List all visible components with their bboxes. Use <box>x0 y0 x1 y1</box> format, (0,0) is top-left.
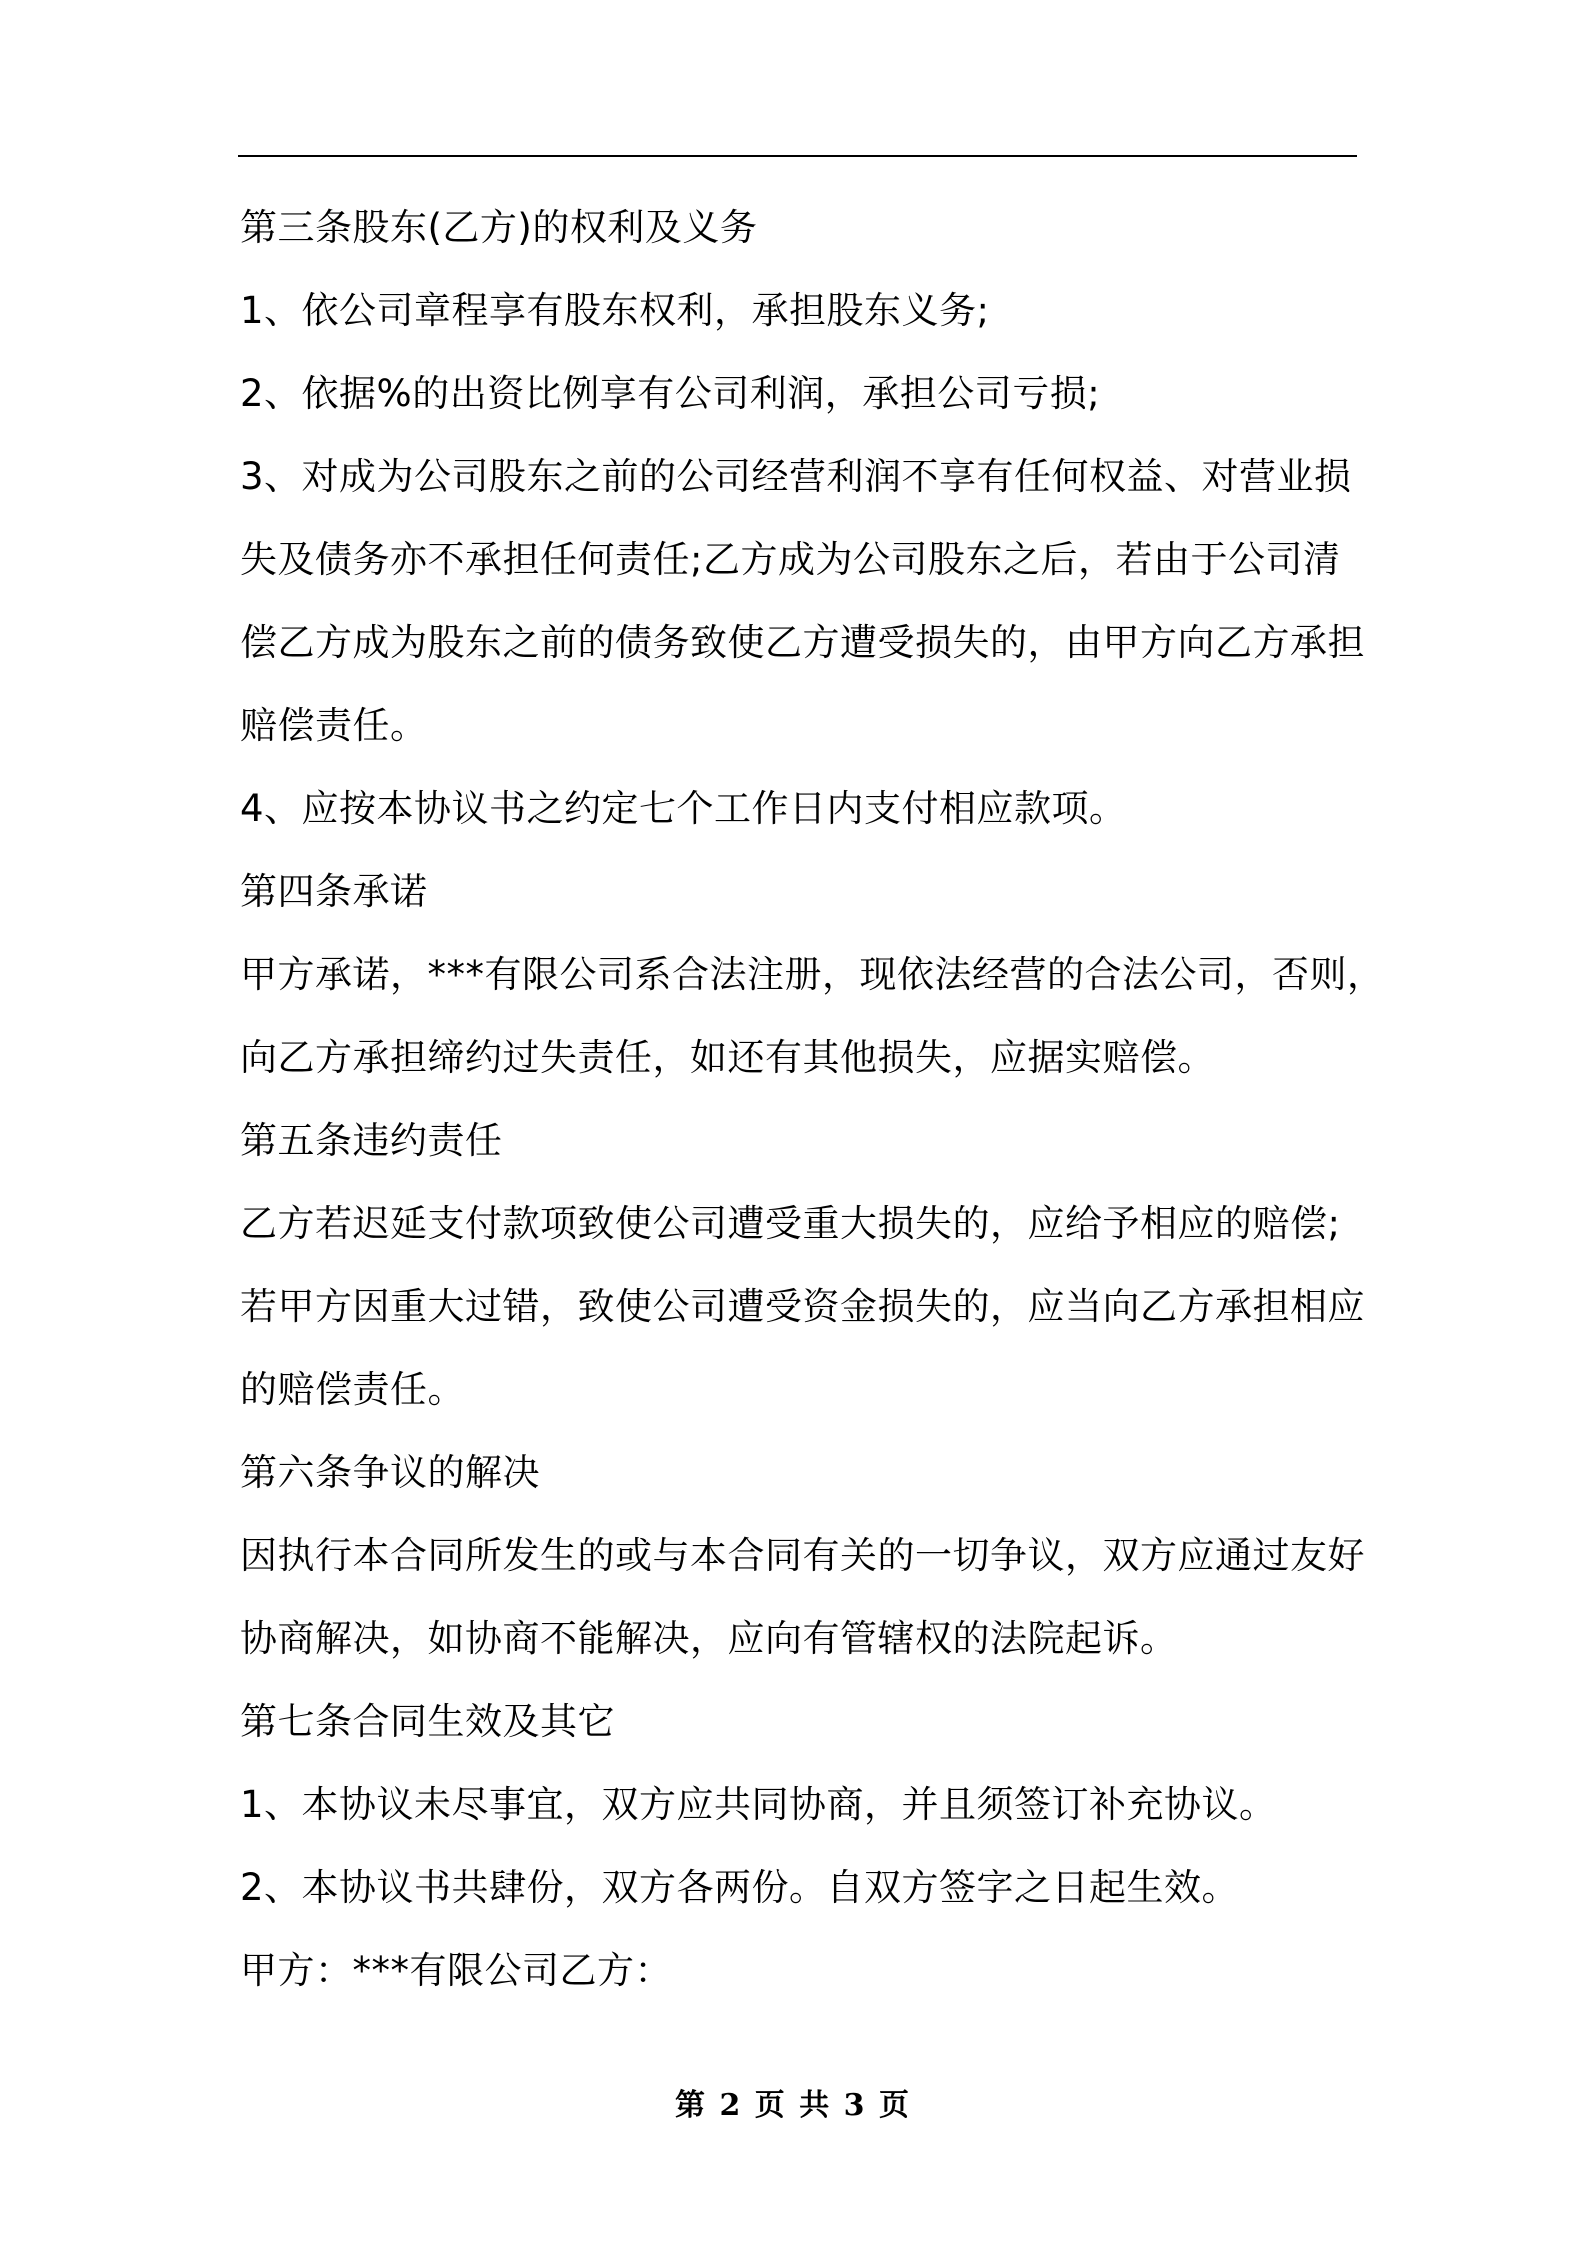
article-6-heading: 第六条争议的解决 <box>240 1451 540 1494</box>
article-6-text-line-1: 因执行本合同所发生的或与本合同有关的一切争议，双方应通过友好 <box>240 1534 1365 1577</box>
article-5-heading: 第五条违约责任 <box>240 1119 503 1162</box>
article-3-item-3-line-4: 赔偿责任。 <box>240 704 428 747</box>
article-3-item-2: 2、依据%的出资比例享有公司利润，承担公司亏损; <box>240 372 1101 415</box>
article-7-item-2: 2、本协议书共肆份，双方各两份。自双方签字之日起生效。 <box>240 1866 1240 1909</box>
article-7-item-1: 1、本协议未尽事宜，双方应共同协商，并且须签订补充协议。 <box>240 1783 1277 1826</box>
article-4-text-line-2: 向乙方承担缔约过失责任，如还有其他损失，应据实赔偿。 <box>240 1036 1215 1079</box>
article-5-text-line-3: 的赔偿责任。 <box>240 1368 465 1411</box>
page-number-footer: 第 2 页 共 3 页 <box>675 2088 911 2123</box>
article-7-heading: 第七条合同生效及其它 <box>240 1700 615 1743</box>
article-4-text-line-1: 甲方承诺，***有限公司系合法注册，现依法经营的合法公司，否则， <box>240 953 1385 996</box>
article-3-item-1: 1、依公司章程享有股东权利，承担股东义务; <box>240 289 990 332</box>
article-3-item-3-line-1: 3、对成为公司股东之前的公司经营利润不享有任何权益、对营业损 <box>240 455 1352 498</box>
article-3-item-3-line-2: 失及债务亦不承担任何责任;乙方成为公司股东之后，若由于公司清 <box>240 538 1341 581</box>
article-3-item-4: 4、应按本协议书之约定七个工作日内支付相应款项。 <box>240 787 1127 830</box>
article-5-text-line-2: 若甲方因重大过错，致使公司遭受资金损失的，应当向乙方承担相应 <box>240 1285 1365 1328</box>
article-3-item-3-line-3: 偿乙方成为股东之前的债务致使乙方遭受损失的，由甲方向乙方承担 <box>240 621 1365 664</box>
article-5-text-line-1: 乙方若迟延支付款项致使公司遭受重大损失的，应给予相应的赔偿; <box>240 1202 1341 1245</box>
article-3-heading: 第三条股东(乙方)的权利及义务 <box>240 206 758 249</box>
article-4-heading: 第四条承诺 <box>240 870 428 913</box>
signature-line: 甲方：***有限公司乙方： <box>240 1949 672 1992</box>
header-rule <box>238 155 1357 157</box>
article-6-text-line-2: 协商解决，如协商不能解决，应向有管辖权的法院起诉。 <box>240 1617 1178 1660</box>
